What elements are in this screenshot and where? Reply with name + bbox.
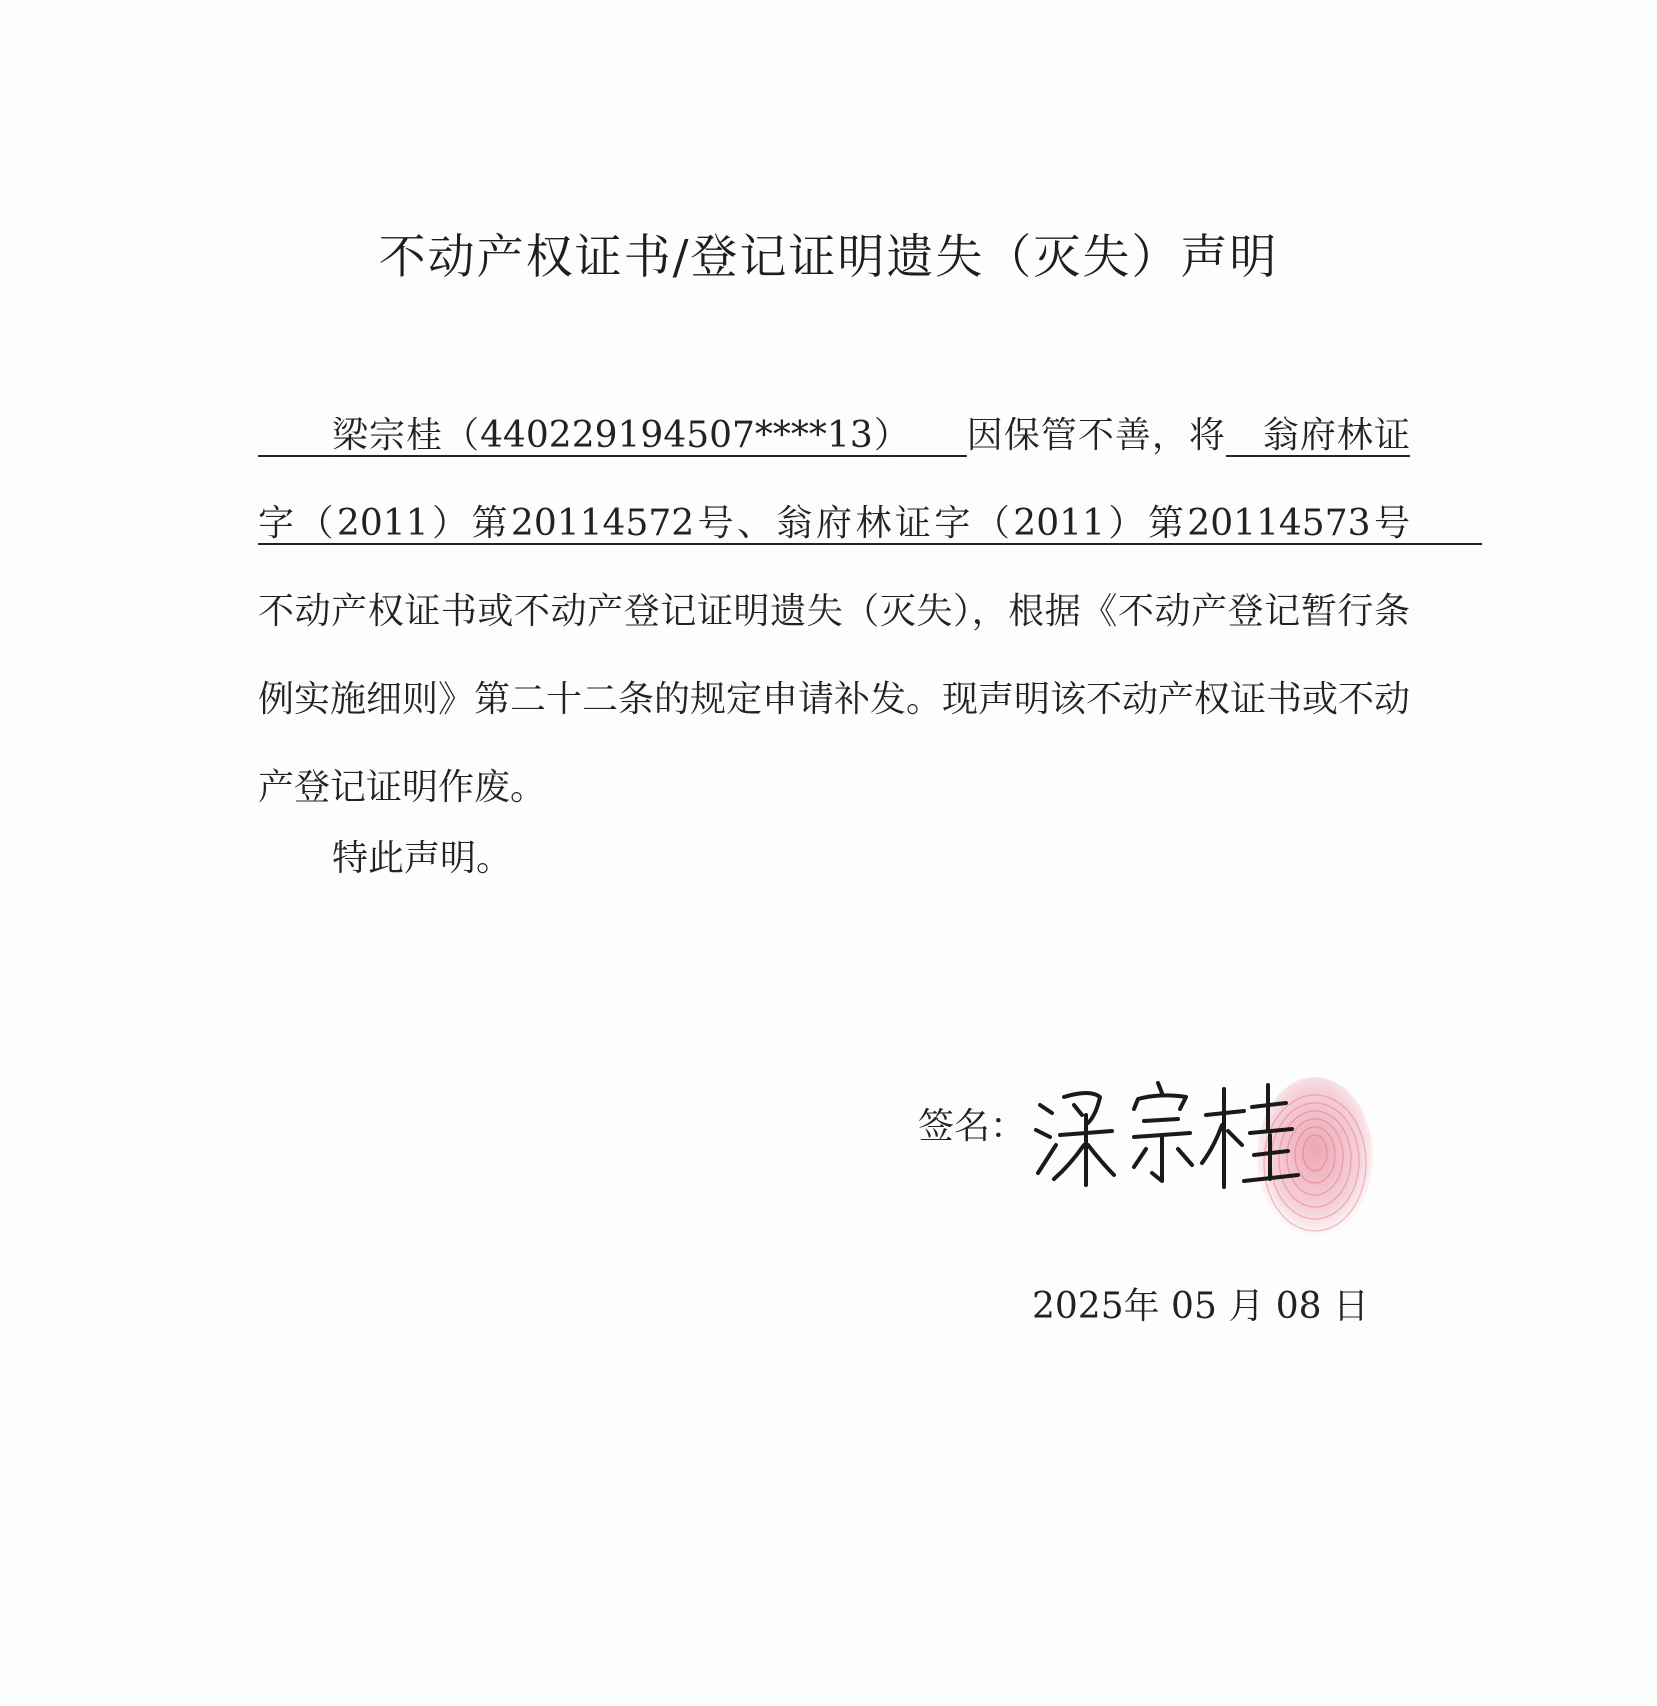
document-title: 不动产权证书/登记证明遗失（灭失）声明	[378, 230, 1279, 285]
closing-statement: 特此声明。	[332, 838, 513, 879]
declarant-name-id: 梁宗桂（440229194507****13）	[332, 415, 893, 456]
handwritten-signature	[1030, 1075, 1300, 1195]
declaration-date: 2025年 05 月 08 日	[1032, 1286, 1370, 1327]
declarant-field	[258, 415, 967, 456]
declaration-text-1: 因保管不善，将	[966, 415, 1226, 456]
declaration-body	[258, 392, 1410, 832]
declaration-text-2: 不动产权证书或不动产登记证明遗失（灭失），根据《不动产登记暂行条例实施细则》第二十二条的规定申请补发。现声明该不动产权证书或不动产登记证明作废。	[258, 591, 1411, 808]
certificate-numbers: 翁府林证字（2011）第20114572号、翁府林证字（2011）第20114573号	[258, 415, 1410, 544]
signature-label: 签名：	[918, 1106, 1027, 1147]
